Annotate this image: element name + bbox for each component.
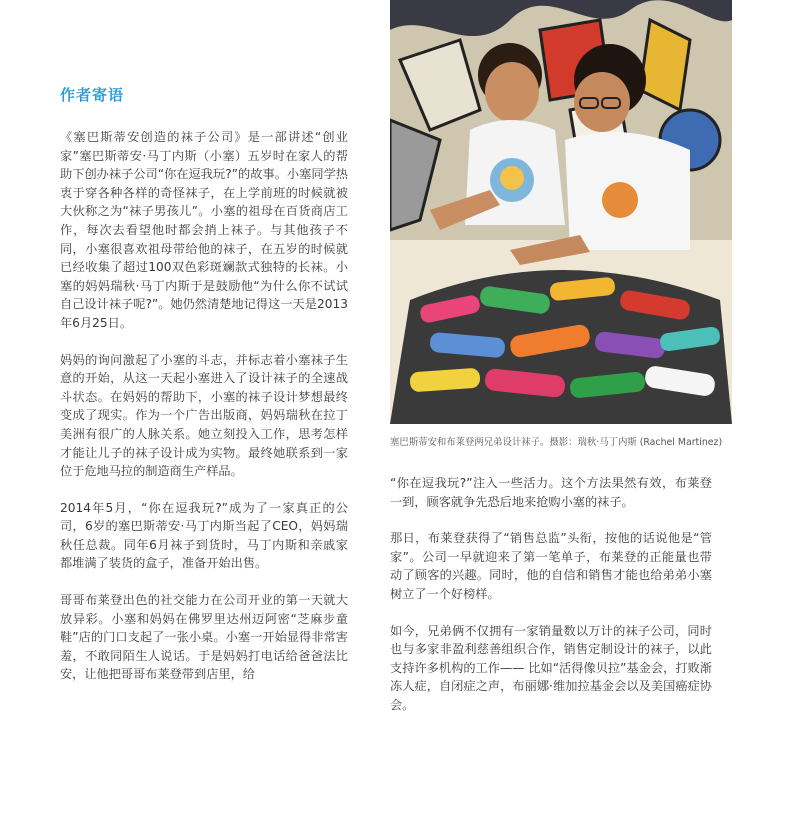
paragraph: 如今，兄弟俩不仅拥有一家销量数以万计的袜子公司，同时也与多家非盈利慈善组织合作，销售定制设计的袜子，以此支持许多机构的工作—— 比如“活得像贝拉”基金会，打败渐冻人症，自闭症之声，布丽娜·维加拉基金会以及美国癌症协会。 xyxy=(390,623,712,712)
section-heading: 作者寄语 xyxy=(60,86,125,104)
paragraph: 哥哥布莱登出色的社交能力在公司开业的第一天就大放异彩。小塞和妈妈在佛罗里达州迈阿密“芝麻步童鞋”店的门口支起了一张小桌。小塞一开始显得非常害羞，不敢同陌生人说话。于是妈妈打电话给爸爸法比安，让他把哥哥布莱登带到店里，给 xyxy=(60,593,348,682)
paragraph: 妈妈的询问激起了小塞的斗志，并标志着小塞袜子生意的开始，从这一天起小塞进入了设计袜子的全速战斗状态。在妈妈的帮助下，小塞的袜子设计梦想最终变成了现实。作为一个广告出版商，妈妈瑞秋在拉丁美洲有很广的人脉关系。她立刻投入工作，思考怎样才能让儿子的袜子设计成为实物。最终她联系到一家位于危地马拉的制造商生产样品。 xyxy=(60,352,348,479)
paragraph: 2014年5月，“你在逗我玩?”成为了一家真正的公司，6岁的塞巴斯蒂安·马丁内斯当起了CEO，妈妈瑞秋任总裁。同年6月袜子到货时，马丁内斯和亲戚家都堆满了装货的盒子，准备开始出售。 xyxy=(60,500,348,571)
photo-brothers-designing-socks xyxy=(390,0,732,424)
left-column xyxy=(60,128,348,702)
photo-illustration xyxy=(390,0,732,424)
right-column xyxy=(390,474,712,733)
paragraph: “你在逗我玩?”注入一些活力。这个方法果然有效，布莱登一到，顾客就争先恐后地来抢购小塞的袜子。 xyxy=(390,476,712,509)
paragraph: 《塞巴斯蒂安创造的袜子公司》是一部讲述“创业家”塞巴斯蒂安·马丁内斯（小塞）五岁时在家人的帮助下创办袜子公司“你在逗我玩?”的故事。小塞同学热衷于穿各种各样的奇怪袜子，在上学前班的时候就被大伙称之为“袜子男孩儿”。小塞的祖母在百货商店工作，每次去看望他时都会捎上袜子。与其他孩子不同，小塞很喜欢祖母带给他的袜子，在五岁的时候就已经收集了超过100双色彩斑斓款式独特的长袜。小塞的妈妈瑞秋·马丁内斯于是鼓励他“为什么你不试试自己设计袜子呢?”。她仍然清楚地记得这一天是2013年6月25日。 xyxy=(60,130,348,330)
paragraph: 那日，布莱登获得了“销售总监”头衔，按他的话说他是“管家”。公司一早就迎来了第一笔单子，布莱登的正能量也带动了顾客的兴趣。同时，他的自信和销售才能也给弟弟小塞树立了一个好榜样。 xyxy=(390,531,712,601)
photo-caption: 塞巴斯蒂安和布莱登两兄弟设计袜子。摄影：瑞秋·马丁内斯 (Rachel Martinez) xyxy=(390,437,723,448)
